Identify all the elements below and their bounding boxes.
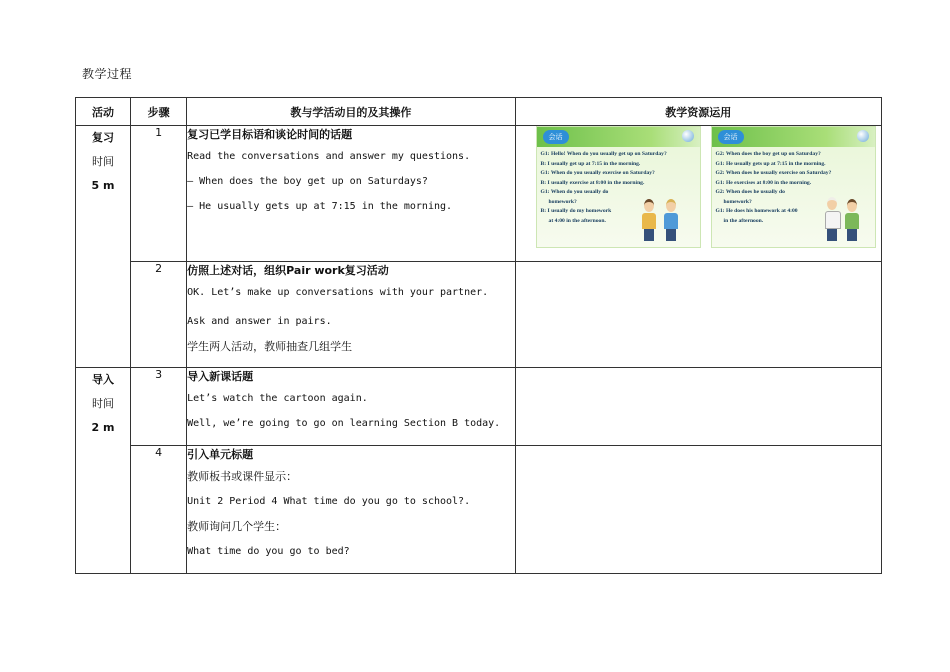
slide-line: homework?	[548, 198, 577, 205]
header-step: 步骤	[131, 98, 187, 126]
slide-line: G1: He exercises at 8:00 in the morning.	[715, 179, 812, 186]
step-title: 复习已学目标语和谈论时间的话题	[187, 128, 353, 141]
slide-line: homework?	[723, 198, 752, 205]
step-line: Read the conversations and answer my questions.	[187, 151, 471, 162]
activity-duration: 2 m	[91, 421, 115, 434]
slide-line: G2: When does the boy get up on Saturday?	[715, 151, 821, 157]
slide-line: B: I usually do my homework	[540, 208, 612, 214]
step-line: Unit 2 Period 4 What time do you go to school?.	[187, 496, 471, 507]
operation-cell	[187, 446, 515, 574]
table-row	[76, 126, 882, 262]
globe-icon	[682, 130, 694, 142]
operation-cell	[187, 126, 515, 262]
step-number: 3	[131, 368, 187, 446]
step-number: 4	[131, 446, 187, 574]
activity-cell-review	[76, 126, 131, 368]
operation-cell	[187, 368, 515, 446]
slide-line: G1: When do you usually exercise on Saturday?	[540, 170, 655, 176]
slide-line: B: I usually exercise at 8:00 in the morning.	[540, 179, 645, 186]
step-number: 1	[131, 126, 187, 262]
header-resources: 教学资源运用	[515, 98, 881, 126]
conversation-slide	[711, 126, 876, 248]
students-illustration	[825, 199, 865, 241]
header-row	[76, 98, 882, 126]
slide-logo: 会话	[718, 130, 744, 144]
resource-cell	[515, 126, 881, 262]
step-line: What time do you go to bed?	[187, 546, 350, 557]
activity-name: 导入	[92, 373, 115, 386]
slide-line: in the afternoon.	[723, 217, 764, 224]
globe-icon	[857, 130, 869, 142]
slide-line: G2: When does he usually do	[715, 189, 785, 195]
activity-duration: 5 m	[91, 179, 115, 192]
slide-line: B: I usually get up at 7:15 in the morning.	[540, 160, 641, 167]
slide-line: G2: When does he usually exercise on Saturday?	[715, 170, 832, 176]
operation-cell	[187, 262, 515, 368]
step-line: 学生两人活动，教师抽查几组学生	[187, 340, 353, 353]
activity-name: 复习	[92, 131, 115, 144]
activity-cell-lead-in	[76, 368, 131, 574]
slide-line: G1: He does his homework at 4:00	[715, 208, 798, 214]
step-line: Well, we’re going to go on learning Section B today.	[187, 418, 501, 429]
header-activity: 活动	[76, 98, 131, 126]
page-heading: 教学过程	[82, 67, 133, 81]
table-row	[76, 262, 882, 368]
table-row	[76, 446, 882, 574]
resource-cell	[515, 446, 881, 574]
lesson-table	[75, 97, 882, 574]
slide-line: G1: When do you usually do	[540, 189, 609, 195]
slide-line: G1: Hello! When do you usually get up on Saturday?	[540, 151, 667, 157]
step-line: 教师板书或课件显示：	[187, 470, 298, 483]
step-line: — He usually gets up at 7:15 in the morning.	[187, 201, 453, 212]
conversation-slide	[536, 126, 701, 248]
header-operation: 教与学活动目的及其操作	[187, 98, 515, 126]
step-line: Ask and answer in pairs.	[187, 316, 332, 327]
step-line: Let’s watch the cartoon again.	[187, 393, 368, 404]
resource-cell	[515, 262, 881, 368]
resource-cell	[515, 368, 881, 446]
step-title: 导入新课话题	[187, 370, 254, 383]
activity-time-label: 时间	[92, 397, 115, 410]
step-number: 2	[131, 262, 187, 368]
table-row	[76, 368, 882, 446]
activity-time-label: 时间	[92, 155, 115, 168]
step-line: 教师询问几个学生：	[187, 520, 287, 533]
slide-logo: 会话	[543, 130, 569, 144]
step-line: — When does the boy get up on Saturdays?	[187, 176, 428, 187]
slide-line: G1: He usually gets up at 7:15 in the morning.	[715, 160, 826, 167]
step-line: OK. Let’s make up conversations with your partner.	[187, 287, 489, 298]
slide-line: at 4:00 in the afternoon.	[548, 217, 606, 224]
step-title: 引入单元标题	[187, 448, 254, 461]
students-illustration	[642, 199, 682, 241]
step-title: 仿照上述对话，组织Pair work复习活动	[187, 264, 389, 277]
